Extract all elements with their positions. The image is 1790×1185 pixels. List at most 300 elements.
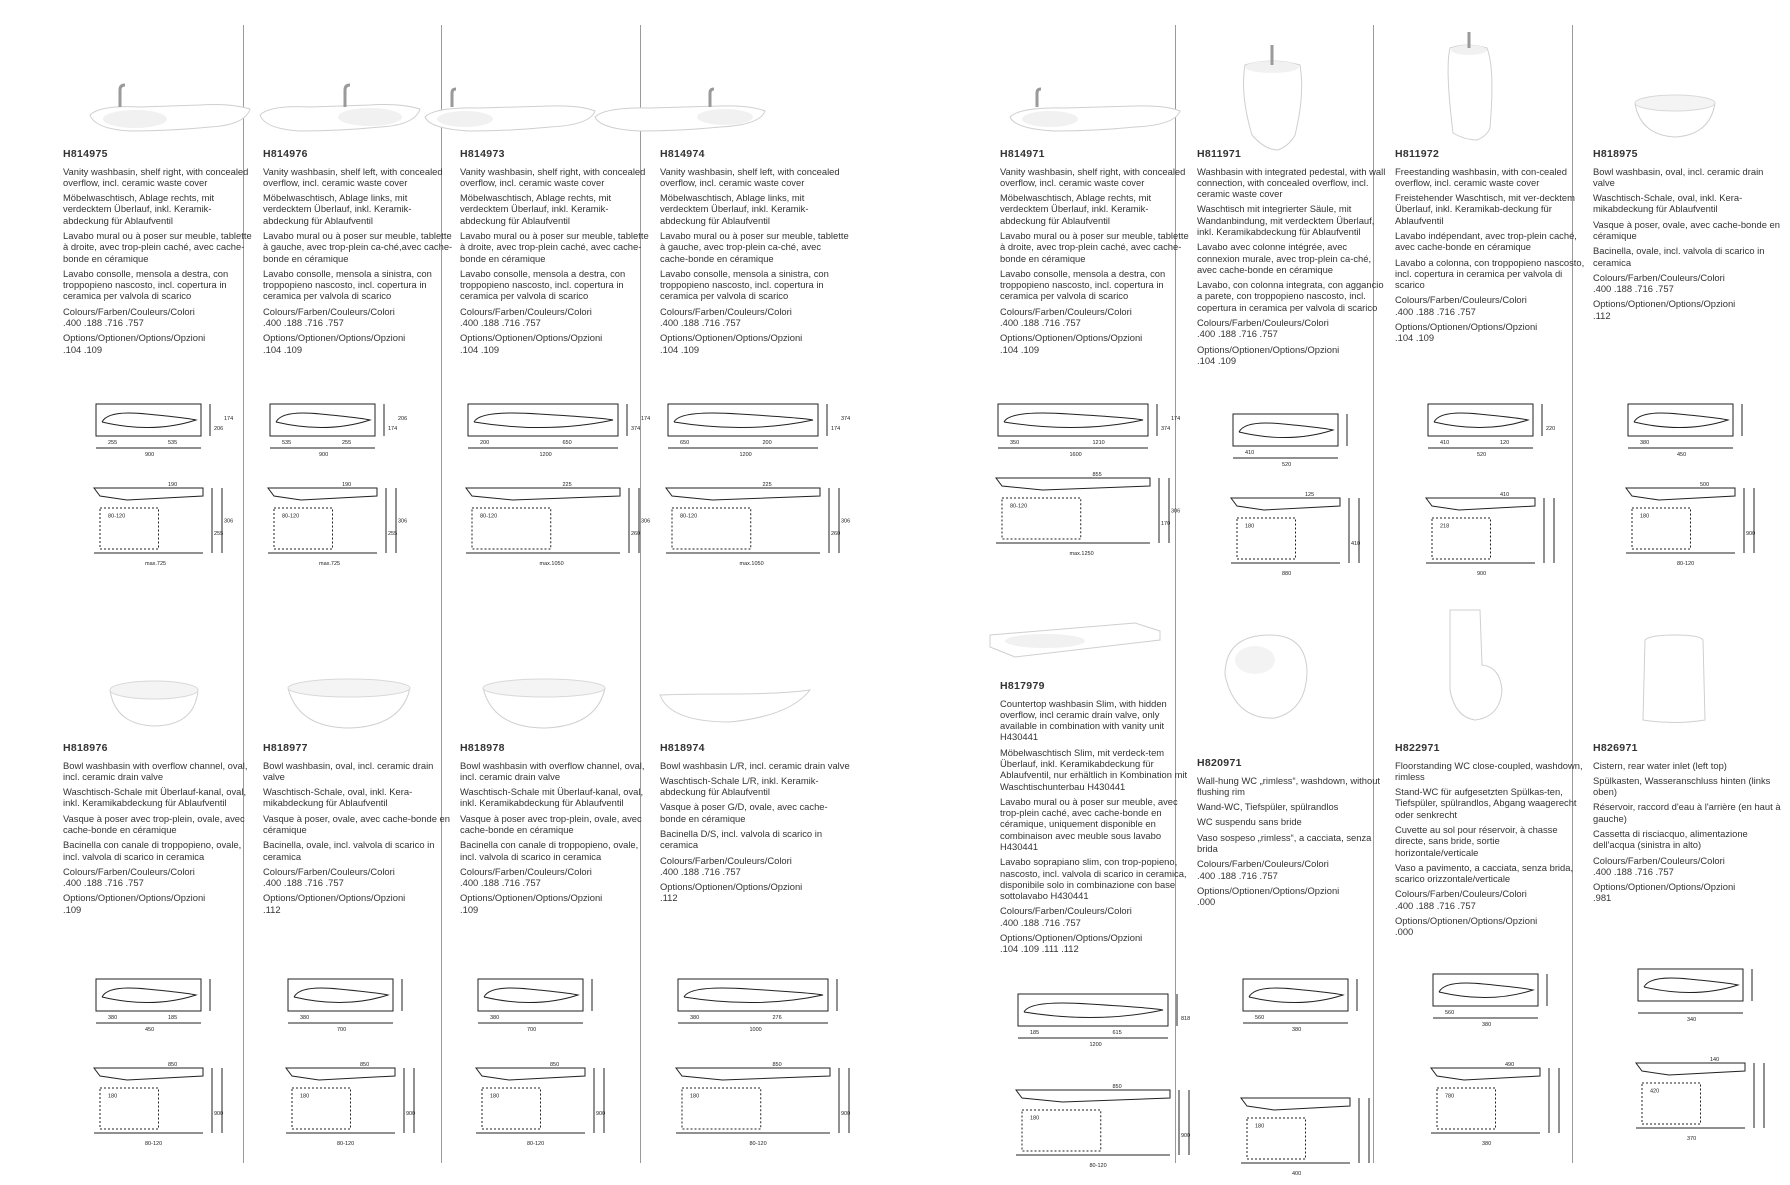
technical-drawing-elevation xyxy=(1420,490,1580,585)
options-value: .104 .109 xyxy=(460,343,500,355)
product-description-it: Bacinella D/S, incl. valvola di scarico in ceramica xyxy=(660,828,823,851)
dimension-label: 490 xyxy=(1505,1062,1515,1068)
product-description-it: Lavabo consolle, mensola a sinistra, con troppopieno nascosto, incl. copertura in ceramica per valvola di scarico xyxy=(263,267,432,302)
dimension-label: 370 xyxy=(1687,1136,1697,1142)
technical-drawing-plan xyxy=(88,975,248,1055)
technical-drawing-plan xyxy=(1235,975,1395,1055)
product-description-fr: Lavabo mural ou à poser sur meuble, tablette à gauche, avec trop-plein ca-ché,avec cache-bonde en céramique xyxy=(263,230,453,264)
dimension-label: 1200 xyxy=(1089,1042,1102,1048)
product-code: H818977 xyxy=(263,742,308,754)
product-code: H814974 xyxy=(660,148,705,160)
product-photo-h820971 xyxy=(1195,620,1375,740)
dimension-label: 80-120 xyxy=(145,1141,163,1147)
product-description-it: Lavabo, con colonna integrata, con aggancio a parete, con troppopieno nascosto, incl. copertura in ceramica per valvola di scarico xyxy=(1197,279,1384,313)
technical-drawing-plan xyxy=(660,400,865,480)
dimension-label: 700 xyxy=(337,1027,347,1033)
dimension-label: 225 xyxy=(562,482,572,488)
dimension-label: 225 xyxy=(762,482,772,488)
dimension-label: 850 xyxy=(550,1062,560,1068)
dimension-label: 900 xyxy=(1746,531,1756,537)
dimension-label: max.1250 xyxy=(1069,551,1094,557)
dimension-label: 255 xyxy=(214,531,224,537)
colours-value: .400 .188 .716 .757 xyxy=(1395,899,1476,911)
product-code: H818975 xyxy=(1593,148,1638,160)
dimension-label: 174 xyxy=(1171,416,1181,422)
product-description-de: Stand-WC für aufgesetzten Spülkas-ten, Tiefspüler, spülrandlos, Abgang waagerecht oder senkrecht xyxy=(1395,786,1577,820)
colours-label: Colours/Farben/Couleurs/Colori xyxy=(1395,888,1527,900)
product-description-fr: Vasque à poser, ovale, avec cache-bonde en céramique xyxy=(1593,218,1780,241)
product-description-it: Vaso sospeso „rimless“, a cacciata, senza brida xyxy=(1197,831,1372,854)
technical-drawing-elevation xyxy=(1235,1090,1395,1185)
product-description-de: Waschtisch-Schale mit Überlauf-kanal, oval, inkl. Keramikabdeckung für Ablaufventil xyxy=(63,786,247,809)
dimension-label: 400 xyxy=(1292,1171,1302,1177)
product-description-it: Bacinella, ovale, incl. valvola di scarico in ceramica xyxy=(263,839,435,862)
product-description-de: Spülkasten, Wasseranschluss hinten (links oben) xyxy=(1593,774,1771,798)
dimension-label: 1200 xyxy=(539,452,552,458)
product-entry-h817979 xyxy=(1000,680,1190,958)
product-description-en: Vanity washbasin, shelf left, with concealed overflow, incl. ceramic waste cover xyxy=(263,165,443,188)
product-photo-h814973 xyxy=(420,35,600,155)
dimension-label: 80-120 xyxy=(282,513,300,520)
dimension-label: 380 xyxy=(690,1015,700,1021)
colours-label: Colours/Farben/Couleurs/Colori xyxy=(63,865,195,877)
product-entry-h822971 xyxy=(1395,742,1585,941)
technical-drawing-plan xyxy=(1630,965,1790,1045)
product-entry-h814974 xyxy=(660,148,850,358)
dimension-label: 255 xyxy=(342,440,352,446)
product-description-de: Möbelwaschtisch, Ablage rechts, mit verdecktem Überlauf, inkl. Keramik-abdeckung für Ablaufventil xyxy=(63,192,215,226)
product-description-it: Lavabo consolle, mensola a destra, con troppopieno nascosto, incl. copertura in ceramica per valvola di scarico xyxy=(1000,267,1166,302)
dimension-label: 180 xyxy=(490,1093,500,1100)
options-value: .109 xyxy=(63,903,82,915)
colours-label: Colours/Farben/Couleurs/Colori xyxy=(263,305,395,317)
colours-value: .400 .188 .716 .757 xyxy=(263,877,344,889)
product-entry-h811972 xyxy=(1395,148,1585,347)
options-value: .000 xyxy=(1395,926,1414,938)
dimension-label: 206 xyxy=(398,416,408,422)
technical-drawing-elevation xyxy=(88,480,248,575)
options-label: Options/Optionen/Options/Opzioni xyxy=(660,881,803,893)
dimension-label: 380 xyxy=(1640,440,1650,446)
technical-drawing-elevation xyxy=(1630,1055,1790,1150)
dimension-label: 174 xyxy=(831,426,841,432)
product-description-de: Waschtisch-Schale, oval, inkl. Kera-mikabdeckung für Ablaufventil xyxy=(263,786,413,809)
options-label: Options/Optionen/Options/Opzioni xyxy=(1593,298,1736,310)
dimension-label: 700 xyxy=(527,1027,537,1033)
dimension-label: 520 xyxy=(1282,462,1292,468)
colours-value: .400 .188 .716 .757 xyxy=(660,316,741,328)
dimension-label: 180 xyxy=(1255,1123,1265,1130)
dimension-label: 900 xyxy=(1181,1133,1191,1139)
dimension-label: 900 xyxy=(319,452,329,458)
technical-drawing-plan xyxy=(470,975,630,1055)
dimension-label: 200 xyxy=(480,440,490,446)
technical-drawing-plan xyxy=(280,975,440,1055)
dimension-label: 410 xyxy=(1440,440,1450,446)
technical-drawing-elevation xyxy=(280,1060,440,1155)
product-photo-h814976 xyxy=(250,35,430,155)
options-label: Options/Optionen/Options/Opzioni xyxy=(1000,332,1143,344)
dimension-label: 410 xyxy=(1245,450,1255,456)
product-entry-h814976 xyxy=(263,148,453,358)
product-description-fr: WC suspendu sans bride xyxy=(1197,816,1302,828)
technical-drawing-elevation xyxy=(1225,490,1385,585)
technical-drawing-elevation xyxy=(990,470,1195,565)
product-description-en: Vanity washbasin, shelf right, with concealed overflow, incl. ceramic waste cover xyxy=(1000,165,1186,188)
product-description-fr: Lavabo avec colonne intégrée, avec connexion murale, avec trop-plein ca-ché, avec cache-bonde en céramique xyxy=(1197,241,1372,275)
product-entry-h814973 xyxy=(460,148,650,358)
product-description-fr: Vasque à poser avec trop-plein, ovale, avec cache-bonde en céramique xyxy=(63,812,245,835)
dimension-label: 170 xyxy=(1161,521,1171,527)
dimension-label: 1200 xyxy=(739,452,752,458)
technical-drawing-elevation xyxy=(1620,480,1780,575)
dimension-label: 1210 xyxy=(1092,440,1105,446)
dimension-label: 560 xyxy=(1255,1015,1265,1021)
options-label: Options/Optionen/Options/Opzioni xyxy=(460,332,603,344)
options-value: .104 .109 .111 .112 xyxy=(1000,943,1079,955)
colours-value: .400 .188 .716 .757 xyxy=(1395,305,1476,317)
dimension-label: 535 xyxy=(168,440,178,446)
product-photo-h811971 xyxy=(1180,35,1360,155)
colours-label: Colours/Farben/Couleurs/Colori xyxy=(1395,294,1527,306)
dimension-label: 410 xyxy=(1500,492,1510,498)
colours-label: Colours/Farben/Couleurs/Colori xyxy=(1197,858,1329,870)
product-description-en: Vanity washbasin, shelf left, with concealed overflow, incl. ceramic waste cover xyxy=(660,165,840,188)
dimension-label: 900 xyxy=(841,1111,851,1117)
technical-drawing-plan xyxy=(1620,400,1780,480)
dimension-label: 780 xyxy=(1445,1093,1455,1100)
product-description-de: Waschtisch-Schale, oval, inkl. Kera-mikabdeckung für Ablaufventil xyxy=(1593,192,1743,215)
colours-label: Colours/Farben/Couleurs/Colori xyxy=(1593,271,1725,283)
options-value: .104 .109 xyxy=(1000,343,1040,355)
dimension-label: 560 xyxy=(1445,1010,1455,1016)
colours-label: Colours/Farben/Couleurs/Colori xyxy=(660,305,792,317)
dimension-label: 1000 xyxy=(749,1027,762,1033)
dimension-label: 306 xyxy=(1171,508,1181,515)
technical-drawing-plan xyxy=(262,400,422,480)
technical-drawing-plan xyxy=(460,400,665,480)
product-description-it: Cassetta di risciacquo, alimentazione dell'acqua (sinistra in alto) xyxy=(1593,828,1748,851)
dimension-label: 900 xyxy=(145,452,155,458)
dimension-label: 276 xyxy=(772,1015,782,1021)
dimension-label: 80-120 xyxy=(480,513,498,520)
options-label: Options/Optionen/Options/Opzioni xyxy=(1395,914,1538,926)
product-entry-h814975 xyxy=(63,148,253,358)
product-description-de: Möbelwaschtisch, Ablage links, mit verdecktem Überlauf, inkl. Keramik-abdeckung für Ablaufventil xyxy=(660,192,809,226)
dimension-label: 380 xyxy=(1482,1141,1492,1147)
product-description-en: Bowl washbasin L/R, incl. ceramic drain valve xyxy=(660,759,850,771)
dimension-label: 260 xyxy=(831,531,841,537)
dimension-label: 80-120 xyxy=(527,1141,545,1147)
product-photo-h814974 xyxy=(590,35,770,155)
product-description-en: Countertop washbasin Slim, with hidden overflow, incl ceramic drain valve, only available in combination with vanity unit H430441 xyxy=(1000,697,1167,743)
dimension-label: 850 xyxy=(360,1062,370,1068)
dimension-label: 255 xyxy=(388,531,398,537)
technical-drawing-elevation xyxy=(1425,1060,1585,1155)
options-value: .104 .109 xyxy=(263,343,303,355)
dimension-label: 535 xyxy=(282,440,292,446)
options-value: .000 xyxy=(1197,896,1216,908)
dimension-label: 450 xyxy=(145,1027,155,1033)
dimension-label: 850 xyxy=(772,1062,782,1068)
colours-label: Colours/Farben/Couleurs/Colori xyxy=(460,865,592,877)
product-entry-h818974 xyxy=(660,742,850,907)
options-label: Options/Optionen/Options/Opzioni xyxy=(1593,881,1736,893)
product-entry-h818976 xyxy=(63,742,253,918)
product-description-de: Möbelwaschtisch, Ablage links, mit verdecktem Überlauf, inkl. Keramik-abdeckung für Ablaufventil xyxy=(263,192,412,226)
technical-drawing-elevation xyxy=(262,480,422,575)
product-description-it: Lavabo a colonna, con troppopieno nascosto, incl. copertura in ceramica per valvola di scarico xyxy=(1395,256,1585,291)
dimension-label: 900 xyxy=(406,1111,416,1117)
dimension-label: 80-120 xyxy=(749,1141,767,1147)
colours-value: .400 .188 .716 .757 xyxy=(63,877,144,889)
options-label: Options/Optionen/Options/Opzioni xyxy=(263,332,406,344)
product-entry-h811971 xyxy=(1197,148,1387,369)
dimension-label: 380 xyxy=(490,1015,500,1021)
product-description-fr: Lavabo mural ou à poser sur meuble, tablette à gauche, avec trop-plein ca-ché, avec cache-bonde en céramique xyxy=(660,230,849,264)
colours-value: .400 .188 .716 .757 xyxy=(660,865,741,877)
product-description-en: Bowl washbasin, oval, incl. ceramic drain valve xyxy=(1593,165,1764,188)
product-description-en: Freestanding washbasin, with con-cealed overflow, incl. ceramic waste cover xyxy=(1395,165,1567,188)
colours-value: .400 .188 .716 .757 xyxy=(63,316,144,328)
dimension-label: 80-120 xyxy=(337,1141,355,1147)
dimension-label: 200 xyxy=(762,440,772,446)
product-description-de: Freistehender Waschtisch, mit ver-decktem Überlauf, inkl. Keramikab-deckung für Ablaufventil xyxy=(1395,192,1575,226)
product-code: H814975 xyxy=(63,148,108,160)
dimension-label: 450 xyxy=(1677,452,1687,458)
options-label: Options/Optionen/Options/Opzioni xyxy=(1197,884,1340,896)
product-description-en: Washbasin with integrated pedestal, with wall connection, with concealed overflow, incl. ceramic waste cover xyxy=(1197,165,1386,200)
options-label: Options/Optionen/Options/Opzioni xyxy=(460,892,603,904)
product-code: H814973 xyxy=(460,148,505,160)
technical-drawing-plan xyxy=(1425,970,1585,1050)
product-description-de: Waschtisch-Schale L/R, inkl. Keramik-abdeckung für Ablaufventil xyxy=(660,774,819,798)
dimension-label: 615 xyxy=(1112,1030,1122,1036)
dimension-label: 350 xyxy=(1010,440,1020,446)
product-entry-h818977 xyxy=(263,742,453,918)
options-value: .104 .109 xyxy=(1197,354,1237,366)
technical-drawing-elevation xyxy=(1010,1082,1215,1177)
product-description-de: Wand-WC, Tiefspüler, spülrandlos xyxy=(1197,801,1339,813)
product-description-fr: Vasque à poser avec trop-plein, ovale, avec cache-bonde en céramique xyxy=(460,812,642,835)
dimension-label: max.1050 xyxy=(739,561,764,567)
product-description-en: Vanity washbasin, shelf right, with concealed overflow, incl. ceramic waste cover xyxy=(460,165,646,188)
dimension-label: 650 xyxy=(680,440,690,446)
product-photo-h814971 xyxy=(1005,35,1185,155)
dimension-label: 174 xyxy=(641,416,651,422)
options-label: Options/Optionen/Options/Opzioni xyxy=(1197,343,1340,355)
dimension-label: 900 xyxy=(1477,571,1487,577)
dimension-label: 180 xyxy=(690,1093,700,1100)
product-photo-h822971 xyxy=(1390,605,1570,725)
product-photo-h814975 xyxy=(80,35,260,155)
dimension-label: 500 xyxy=(1700,482,1710,488)
dimension-label: 900 xyxy=(214,1111,224,1117)
dimension-label: 190 xyxy=(168,482,178,488)
product-photo-h818975 xyxy=(1600,35,1780,155)
product-description-en: Bowl washbasin with overflow channel, oval, incl. ceramic drain valve xyxy=(63,759,248,782)
product-photo-h811972 xyxy=(1375,28,1555,148)
colours-label: Colours/Farben/Couleurs/Colori xyxy=(1000,305,1132,317)
dimension-label: 380 xyxy=(108,1015,118,1021)
product-description-en: Bowl washbasin, oval, incl. ceramic drain valve xyxy=(263,759,434,782)
colours-value: .400 .188 .716 .757 xyxy=(1000,316,1081,328)
dimension-label: 855 xyxy=(1092,472,1102,478)
dimension-label: 650 xyxy=(562,440,572,446)
technical-drawing-elevation xyxy=(88,1060,248,1155)
options-label: Options/Optionen/Options/Opzioni xyxy=(1000,931,1143,943)
dimension-label: 140 xyxy=(1710,1057,1720,1063)
product-description-en: Bowl washbasin with overflow channel, oval, incl. ceramic drain valve xyxy=(460,759,645,782)
dimension-label: 380 xyxy=(1292,1027,1302,1033)
dimension-label: 180 xyxy=(108,1093,118,1100)
options-value: .109 xyxy=(460,903,479,915)
product-description-it: Lavabo consolle, mensola a sinistra, con troppopieno nascosto, incl. copertura in ceramica per valvola di scarico xyxy=(660,267,829,302)
product-description-de: Waschtisch mit integrierter Säule, mit Wandanbindung, mit verdecktem Überlauf, inkl. Keramikabdeckung für Ablaufventil xyxy=(1197,203,1375,237)
product-description-en: Vanity washbasin, shelf right, with concealed overflow, incl. ceramic waste cover xyxy=(63,165,249,188)
options-value: .104 .109 xyxy=(660,343,700,355)
colours-label: Colours/Farben/Couleurs/Colori xyxy=(460,305,592,317)
dimension-label: 374 xyxy=(841,416,851,422)
dimension-label: 374 xyxy=(1161,426,1171,432)
product-description-fr: Cuvette au sol pour réservoir, à chasse directe, sans bride, sortie horizontale/verticale xyxy=(1395,824,1558,858)
product-description-it: Bacinella con canale di troppopieno, ovale, incl. valvola di scarico in ceramica xyxy=(63,839,242,862)
product-description-de: Möbelwaschtisch, Ablage rechts, mit verdecktem Überlauf, inkl. Keramik-abdeckung für Ablaufventil xyxy=(460,192,612,226)
technical-drawing-elevation xyxy=(460,480,665,575)
product-description-fr: Vasque à poser G/D, ovale, avec cache-bonde en céramique xyxy=(660,801,828,824)
dimension-label: 220 xyxy=(1546,426,1556,432)
product-code: H814976 xyxy=(263,148,308,160)
dimension-label: 340 xyxy=(1687,1017,1697,1023)
colours-label: Colours/Farben/Couleurs/Colori xyxy=(660,854,792,866)
colours-value: .400 .188 .716 .757 xyxy=(1593,283,1674,295)
product-description-it: Vaso a pavimento, a cacciata, senza brida, scarico orizzontale/verticale xyxy=(1395,861,1574,885)
product-description-it: Bacinella, ovale, incl. valvola di scarico in ceramica xyxy=(1593,245,1765,268)
dimension-label: 180 xyxy=(1030,1115,1040,1122)
dimension-label: 180 xyxy=(300,1093,310,1100)
colours-value: .400 .188 .716 .757 xyxy=(263,316,344,328)
technical-drawing-plan xyxy=(1010,990,1215,1070)
product-description-de: Möbelwaschtisch Slim, mit verdeck-tem Überlauf, inkl. Keramikabdeckung für Ablaufventil, nur erhältlich in Kombination mit Waschtischunterbau H430441 xyxy=(1000,746,1188,792)
technical-drawing-plan xyxy=(1225,410,1385,490)
technical-drawing-plan xyxy=(670,975,875,1055)
dimension-label: max.1050 xyxy=(539,561,564,567)
dimension-label: 190 xyxy=(342,482,352,488)
options-label: Options/Optionen/Options/Opzioni xyxy=(660,332,803,344)
technical-drawing-elevation xyxy=(660,480,865,575)
dimension-label: 180 xyxy=(1245,523,1255,530)
dimension-label: 818 xyxy=(1181,1016,1191,1022)
colours-value: .400 .188 .716 .757 xyxy=(1197,869,1278,881)
technical-drawing-elevation xyxy=(670,1060,875,1155)
product-code: H814971 xyxy=(1000,148,1045,160)
dimension-label: 410 xyxy=(1351,541,1361,547)
colours-label: Colours/Farben/Couleurs/Colori xyxy=(63,305,195,317)
options-value: .104 .109 xyxy=(63,343,103,355)
product-entry-h818975 xyxy=(1593,148,1783,324)
options-value: .981 xyxy=(1593,892,1612,904)
colours-label: Colours/Farben/Couleurs/Colori xyxy=(1593,854,1725,866)
options-label: Options/Optionen/Options/Opzioni xyxy=(63,892,206,904)
product-description-it: Lavabo consolle, mensola a destra, con troppopieno nascosto, incl. copertura in ceramica per valvola di scarico xyxy=(460,267,626,302)
dimension-label: 306 xyxy=(641,518,651,525)
product-code: H820971 xyxy=(1197,757,1242,769)
dimension-label: 374 xyxy=(631,426,641,432)
dimension-label: 206 xyxy=(214,426,224,432)
product-description-de: Waschtisch-Schale mit Überlauf-kanal, oval, inkl. Keramikabdeckung für Ablaufventil xyxy=(460,786,644,809)
technical-drawing-plan xyxy=(990,400,1195,480)
colours-label: Colours/Farben/Couleurs/Colori xyxy=(1000,905,1132,917)
product-code: H817979 xyxy=(1000,680,1045,692)
dimension-label: 120 xyxy=(1500,440,1510,446)
product-entry-h826971 xyxy=(1593,742,1783,907)
product-photo-h826971 xyxy=(1595,625,1775,745)
dimension-label: 306 xyxy=(841,518,851,525)
dimension-label: 80-120 xyxy=(108,513,126,520)
colours-label: Colours/Farben/Couleurs/Colori xyxy=(1197,316,1329,328)
dimension-label: 80-120 xyxy=(1010,503,1028,510)
dimension-label: 850 xyxy=(1112,1084,1122,1090)
dimension-label: 520 xyxy=(1477,452,1487,458)
dimension-label: 900 xyxy=(596,1111,606,1117)
dimension-label: 185 xyxy=(1030,1030,1040,1036)
product-code: H811971 xyxy=(1197,148,1242,160)
technical-drawing-plan xyxy=(1420,400,1580,480)
product-description-fr: Lavabo mural ou à poser sur meuble, tablette à droite, avec trop-plein caché, avec cache-bonde en céramique xyxy=(460,230,649,264)
dimension-label: 306 xyxy=(398,518,408,525)
colours-value: .400 .188 .716 .757 xyxy=(1593,865,1674,877)
product-code: H818976 xyxy=(63,742,108,754)
dimension-label: 380 xyxy=(1482,1022,1492,1028)
product-entry-h818978 xyxy=(460,742,650,918)
dimension-label: 850 xyxy=(168,1062,178,1068)
product-description-fr: Lavabo mural ou à poser sur meuble, avec trop-plein caché, avec cache-bonde en céramique, uniquement disponible en combinaison avec meuble sous lavabo H430441 xyxy=(1000,795,1178,852)
dimension-label: 174 xyxy=(224,416,234,422)
dimension-label: 255 xyxy=(108,440,118,446)
product-code: H811972 xyxy=(1395,148,1440,160)
colours-value: .400 .188 .716 .757 xyxy=(460,877,541,889)
options-label: Options/Optionen/Options/Opzioni xyxy=(63,332,206,344)
product-description-fr: Lavabo indépendant, avec trop-plein caché, avec cache-bonde en céramique xyxy=(1395,230,1577,253)
product-entry-h814971 xyxy=(1000,148,1190,358)
product-description-de: Möbelwaschtisch, Ablage rechts, mit verdecktem Überlauf, inkl. Keramik-abdeckung für Ablaufventil xyxy=(1000,192,1152,226)
product-code: H822971 xyxy=(1395,742,1440,754)
options-label: Options/Optionen/Options/Opzioni xyxy=(263,892,406,904)
dimension-label: 880 xyxy=(1282,571,1292,577)
dimension-label: 1600 xyxy=(1069,452,1082,458)
product-code: H818974 xyxy=(660,742,705,754)
product-description-it: Lavabo consolle, mensola a destra, con troppopieno nascosto, incl. copertura in ceramica per valvola di scarico xyxy=(63,267,229,302)
colours-label: Colours/Farben/Couleurs/Colori xyxy=(263,865,395,877)
product-entry-h820971 xyxy=(1197,757,1387,910)
options-value: .112 xyxy=(1593,309,1611,321)
product-description-fr: Réservoir, raccord d'eau à l'arrière (en haut à gauche) xyxy=(1593,801,1781,824)
colours-value: .400 .188 .716 .757 xyxy=(1197,328,1278,340)
dimension-label: 306 xyxy=(224,518,234,525)
dimension-label: 420 xyxy=(1650,1088,1660,1095)
dimension-label: 218 xyxy=(1440,523,1450,530)
product-description-en: Floorstanding WC close-coupled, washdown, rimless xyxy=(1395,759,1583,782)
product-description-fr: Lavabo mural ou à poser sur meuble, tablette à droite, avec trop-plein caché, avec cache-bonde en céramique xyxy=(1000,230,1189,264)
dimension-label: 125 xyxy=(1305,492,1315,498)
product-description-it: Bacinella con canale di troppopieno, ovale, incl. valvola di scarico in ceramica xyxy=(460,839,639,862)
technical-drawing-plan xyxy=(88,400,248,480)
product-code: H818978 xyxy=(460,742,505,754)
product-code: H826971 xyxy=(1593,742,1638,754)
technical-drawing-elevation xyxy=(470,1060,630,1155)
options-value: .112 xyxy=(263,903,281,915)
dimension-label: 174 xyxy=(388,426,398,432)
